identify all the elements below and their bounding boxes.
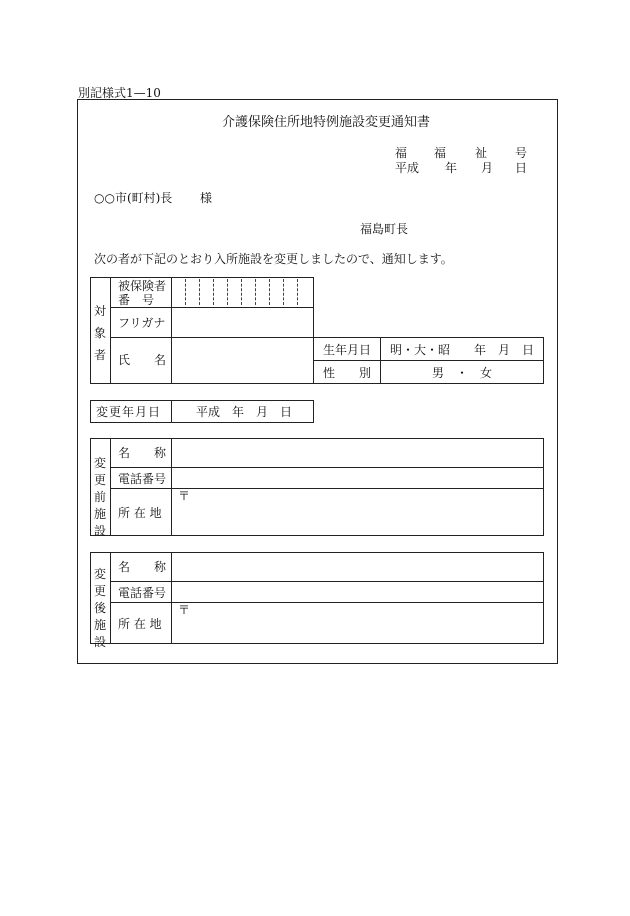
after-postal-mark: 〒: [178, 603, 191, 617]
before-address-label: 所 在 地: [118, 506, 162, 520]
document-title: 介護保険住所地特例施設変更通知書: [222, 115, 431, 130]
dob-value: 明・大・昭 年 月 日: [390, 343, 535, 357]
change-date-label: 変更年月日: [96, 405, 162, 419]
before-postal-mark: 〒: [178, 489, 191, 503]
sender: 福島町長: [360, 222, 409, 236]
form-code: 別記様式1—10: [78, 86, 161, 100]
before-phone-label: 電話番号: [118, 472, 167, 486]
before-section-label: 変 更 前 施 設: [93, 456, 106, 538]
before-name-label: 名 称: [118, 446, 167, 460]
sex-value: 男 ・ 女: [432, 366, 493, 380]
sex-label: 性 別: [323, 366, 372, 380]
subject-section-label: 対 象 者: [93, 304, 106, 362]
after-address-label: 所 在 地: [118, 617, 162, 631]
honorific: 様: [200, 191, 213, 205]
after-phone-label: 電話番号: [118, 586, 167, 600]
name-label: 氏 名: [118, 353, 167, 367]
addressee: ○○市(町村)長: [94, 191, 173, 205]
dob-label: 生年月日: [323, 343, 372, 357]
after-name-label: 名 称: [118, 560, 167, 574]
change-date-value: 平成 年 月 日: [196, 405, 293, 419]
after-section-label: 変 更 後 施 設: [93, 567, 106, 649]
insured-number-label-2: 番 号: [118, 293, 155, 307]
notice-text: 次の者が下記のとおり入所施設を変更しましたので、通知します。: [94, 252, 453, 266]
furigana-label: フリガナ: [118, 316, 166, 330]
insured-number-label: 被保険者: [118, 279, 167, 293]
